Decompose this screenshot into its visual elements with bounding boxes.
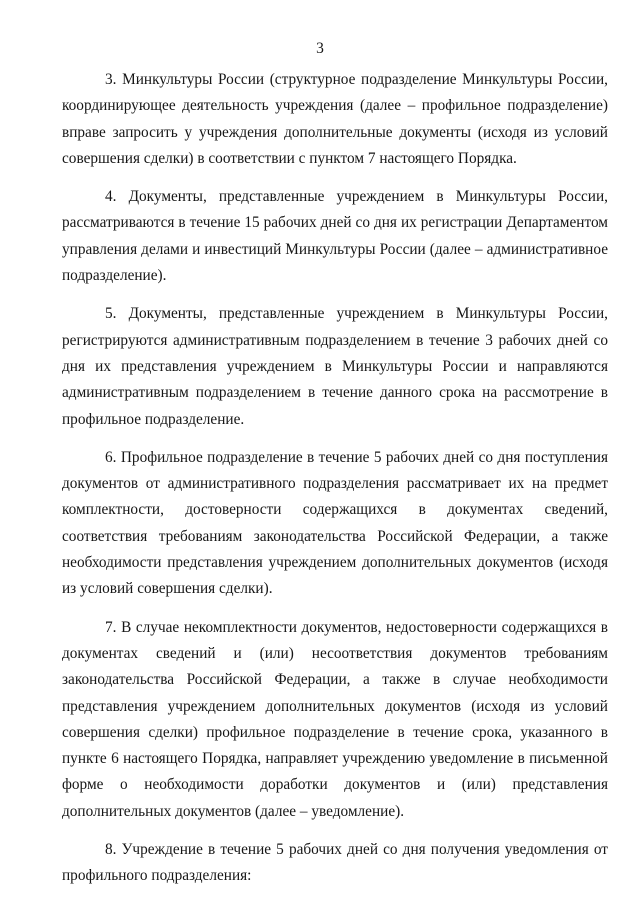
paragraph-6: 6. Профильное подразделение в течение 5 рабочих дней со дня поступления документов от административного подразделения рассматривает их на предмет комплектности, достоверности содержащихся в документах сведений, соответствия требованиям законодательства Российской Федерации, а также необходимости представления учреждением дополнительных документов (исходя из условий совершения сделки). — [62, 448, 608, 598]
paragraph-8: 8. Учреждение в течение 5 рабочих дней со дня получения уведомления от профильного подразделения: — [62, 841, 608, 885]
document-body — [62, 67, 608, 890]
paragraph-4: 4. Документы, представленные учреждением в Минкультуры России, рассматриваются в течение 15 рабочих дней со дня их регистрации Департаментом управления делами и инвестиций Минкультуры России (далее – административное подразделение). — [62, 188, 608, 285]
paragraph-7: 7. В случае некомплектности документов, недостоверности содержащихся в документах сведений и (или) несоответствия документов требованиям законодательства Российской Федерации, а также в случае необходимости представления учреждением дополнительных документов (исходя из условий совершения сделки) профильное подразделение в течение срока, указанного в пункте 6 настоящего Порядка, направляет учреждению уведомление в письменной форме о необходимости доработки документов и (или) представления дополнительных документов (далее – уведомление). — [62, 618, 608, 820]
paragraph-3: 3. Минкультуры России (структурное подразделение Минкультуры России, координирующее деятельность учреждения (далее – профильное подразделение) вправе запросить у учреждения дополнительные документы (исходя из условий совершения сделки) в соответствии с пунктом 7 настоящего Порядка. — [62, 71, 608, 167]
paragraph-5: 5. Документы, представленные учреждением в Минкультуры России, регистрируются административным подразделением в течение 3 рабочих дней со дня их представления учреждением в Минкультуры России и направляются административным подразделением в течение данного срока на рассмотрение в профильное подразделение. — [62, 305, 608, 428]
page-number: 3 — [316, 40, 324, 57]
